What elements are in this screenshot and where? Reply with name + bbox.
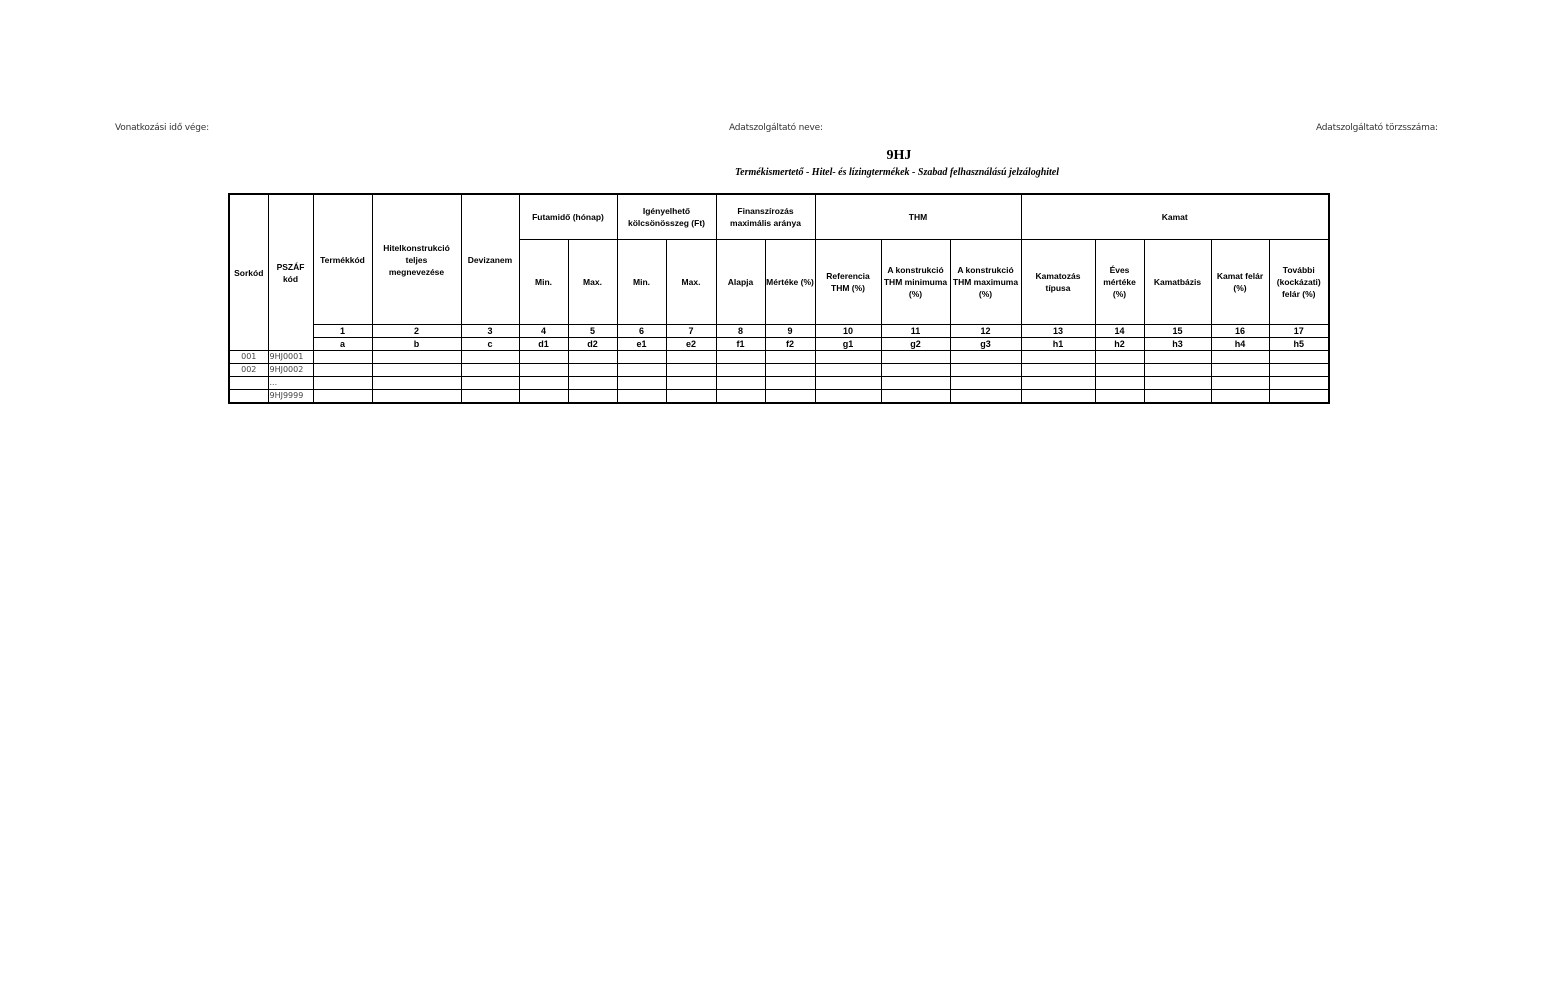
pszaf-code-cell: 9HJ0001 — [268, 351, 313, 364]
column-letter: d1 — [519, 338, 568, 351]
data-cell[interactable] — [1144, 377, 1211, 390]
data-cell[interactable] — [1269, 390, 1329, 404]
data-cell[interactable] — [372, 390, 461, 404]
data-cell[interactable] — [519, 390, 568, 404]
row-code-cell — [229, 390, 268, 404]
sub-term-min: Min. — [519, 240, 568, 325]
group-term: Futamidő (hónap) — [519, 194, 617, 240]
sub-risk-markup: További (kockázati) felár (%) — [1269, 240, 1329, 325]
table-row — [229, 377, 1329, 390]
column-number: 14 — [1095, 325, 1144, 338]
column-number: 16 — [1211, 325, 1269, 338]
column-letter-row — [229, 338, 1329, 351]
data-cell[interactable] — [1144, 390, 1211, 404]
data-cell[interactable] — [1095, 351, 1144, 364]
data-cell[interactable] — [617, 351, 666, 364]
pszaf-code-cell: 9HJ9999 — [268, 390, 313, 404]
column-letter: f1 — [716, 338, 765, 351]
header-construction-name: Hitelkonstrukció teljes megnevezése — [372, 194, 461, 325]
column-number: 7 — [666, 325, 716, 338]
data-cell[interactable] — [765, 351, 815, 364]
column-letter: c — [461, 338, 519, 351]
table-row — [229, 351, 1329, 364]
data-cell[interactable] — [815, 351, 881, 364]
column-number: 4 — [519, 325, 568, 338]
data-cell[interactable] — [950, 390, 1021, 404]
data-cell[interactable] — [617, 377, 666, 390]
table-row — [229, 364, 1329, 377]
data-cell[interactable] — [815, 364, 881, 377]
data-cell[interactable] — [1095, 390, 1144, 404]
column-letter: h3 — [1144, 338, 1211, 351]
data-cell[interactable] — [372, 351, 461, 364]
data-cell[interactable] — [765, 377, 815, 390]
column-letter: b — [372, 338, 461, 351]
column-number: 10 — [815, 325, 881, 338]
header-pszaf-code: PSZÁF kód — [268, 194, 313, 351]
data-cell[interactable] — [1021, 390, 1095, 404]
data-cell[interactable] — [313, 351, 372, 364]
column-number: 17 — [1269, 325, 1329, 338]
sub-thm-min: A konstrukció THM minimuma (%) — [881, 240, 950, 325]
data-cell[interactable] — [1144, 364, 1211, 377]
form-title: Termékismertető - Hitel- és lízingtermékek - Szabad felhasználású jelzáloghitel — [734, 167, 1060, 178]
data-cell[interactable] — [666, 377, 716, 390]
form-code: 9HJ — [886, 148, 912, 163]
sub-term-max: Max. — [568, 240, 617, 325]
column-number: 5 — [568, 325, 617, 338]
data-cell[interactable] — [617, 390, 666, 404]
column-letter: d2 — [568, 338, 617, 351]
data-cell[interactable] — [372, 377, 461, 390]
data-cell[interactable] — [765, 364, 815, 377]
column-letter: e2 — [666, 338, 716, 351]
column-letter: g2 — [881, 338, 950, 351]
data-cell[interactable] — [1095, 377, 1144, 390]
data-cell[interactable] — [461, 377, 519, 390]
data-cell[interactable] — [815, 390, 881, 404]
data-cell[interactable] — [950, 377, 1021, 390]
reference-period-label: Vonatkozási idő vége: — [115, 123, 209, 133]
data-cell[interactable] — [666, 351, 716, 364]
data-cell[interactable] — [815, 377, 881, 390]
column-letter: h5 — [1269, 338, 1329, 351]
group-thm: THM — [815, 194, 1021, 240]
data-cell[interactable] — [519, 377, 568, 390]
data-cell[interactable] — [313, 364, 372, 377]
sub-interest-type: Kamatozás típusa — [1021, 240, 1095, 325]
data-cell[interactable] — [666, 390, 716, 404]
provider-name-label: Adatszolgáltató neve: — [729, 123, 823, 133]
column-letter: a — [313, 338, 372, 351]
sub-amount-max: Max. — [666, 240, 716, 325]
data-cell[interactable] — [881, 390, 950, 404]
group-interest: Kamat — [1021, 194, 1329, 240]
column-letter: h2 — [1095, 338, 1144, 351]
data-cell[interactable] — [461, 351, 519, 364]
column-letter: g3 — [950, 338, 1021, 351]
column-number: 11 — [881, 325, 950, 338]
data-cell[interactable] — [568, 390, 617, 404]
column-letter: h4 — [1211, 338, 1269, 351]
sub-basis: Alapja — [716, 240, 765, 325]
column-letter: e1 — [617, 338, 666, 351]
data-cell[interactable] — [666, 364, 716, 377]
column-number: 8 — [716, 325, 765, 338]
data-cell[interactable] — [372, 364, 461, 377]
data-cell[interactable] — [881, 364, 950, 377]
sub-amount-min: Min. — [617, 240, 666, 325]
column-number: 12 — [950, 325, 1021, 338]
table-row — [229, 390, 1329, 404]
sub-annual-rate: Éves mértéke (%) — [1095, 240, 1144, 325]
column-number: 6 — [617, 325, 666, 338]
group-financing-ratio: Finanszírozás maximális aránya — [716, 194, 815, 240]
provider-id-label: Adatszolgáltató törzsszáma: — [1316, 123, 1438, 133]
data-cell[interactable] — [1211, 351, 1269, 364]
data-cell[interactable] — [1211, 377, 1269, 390]
sub-ref-thm: Referencia THM (%) — [815, 240, 881, 325]
data-cell[interactable] — [716, 377, 765, 390]
data-cell[interactable] — [1269, 351, 1329, 364]
data-cell[interactable] — [1021, 377, 1095, 390]
column-number: 2 — [372, 325, 461, 338]
data-cell[interactable] — [950, 351, 1021, 364]
data-cell[interactable] — [1211, 390, 1269, 404]
data-cell[interactable] — [519, 351, 568, 364]
data-cell[interactable] — [881, 377, 950, 390]
data-cell[interactable] — [950, 364, 1021, 377]
pszaf-code-cell: 9HJ0002 — [268, 364, 313, 377]
data-cell[interactable] — [1021, 351, 1095, 364]
data-cell[interactable] — [1269, 364, 1329, 377]
header-rowcode: Sorkód — [229, 194, 268, 351]
sub-extent: Mértéke (%) — [765, 240, 815, 325]
sub-interest-base: Kamatbázis — [1144, 240, 1211, 325]
column-number: 3 — [461, 325, 519, 338]
data-cell[interactable] — [461, 364, 519, 377]
data-cell[interactable] — [461, 390, 519, 404]
data-cell[interactable] — [716, 351, 765, 364]
column-number-row — [229, 325, 1329, 338]
data-cell[interactable] — [617, 364, 666, 377]
data-cell[interactable] — [313, 390, 372, 404]
data-cell[interactable] — [568, 364, 617, 377]
header-product-code: Termékkód — [313, 194, 372, 325]
row-code-cell: 001 — [229, 351, 268, 364]
column-letter: g1 — [815, 338, 881, 351]
report-table — [228, 193, 1330, 404]
column-number: 15 — [1144, 325, 1211, 338]
column-number: 13 — [1021, 325, 1095, 338]
data-cell[interactable] — [1269, 377, 1329, 390]
column-number: 1 — [313, 325, 372, 338]
data-cell[interactable] — [313, 377, 372, 390]
data-cell[interactable] — [568, 377, 617, 390]
row-code-cell: 002 — [229, 364, 268, 377]
pszaf-code-cell: ... — [268, 377, 313, 390]
sub-interest-markup: Kamat felár (%) — [1211, 240, 1269, 325]
data-cell[interactable] — [1144, 351, 1211, 364]
data-cell[interactable] — [568, 351, 617, 364]
data-cell[interactable] — [519, 364, 568, 377]
data-cell[interactable] — [1095, 364, 1144, 377]
column-number: 9 — [765, 325, 815, 338]
data-cell[interactable] — [1211, 364, 1269, 377]
data-cell[interactable] — [881, 351, 950, 364]
row-code-cell — [229, 377, 268, 390]
data-cell[interactable] — [1021, 364, 1095, 377]
data-cell[interactable] — [716, 390, 765, 404]
group-loan-amount: Igényelhető kölcsönösszeg (Ft) — [617, 194, 716, 240]
column-letter: f2 — [765, 338, 815, 351]
data-cell[interactable] — [765, 390, 815, 404]
column-letter: h1 — [1021, 338, 1095, 351]
data-cell[interactable] — [716, 364, 765, 377]
header-currency: Devizanem — [461, 194, 519, 325]
sub-thm-max: A konstrukció THM maximuma (%) — [950, 240, 1021, 325]
